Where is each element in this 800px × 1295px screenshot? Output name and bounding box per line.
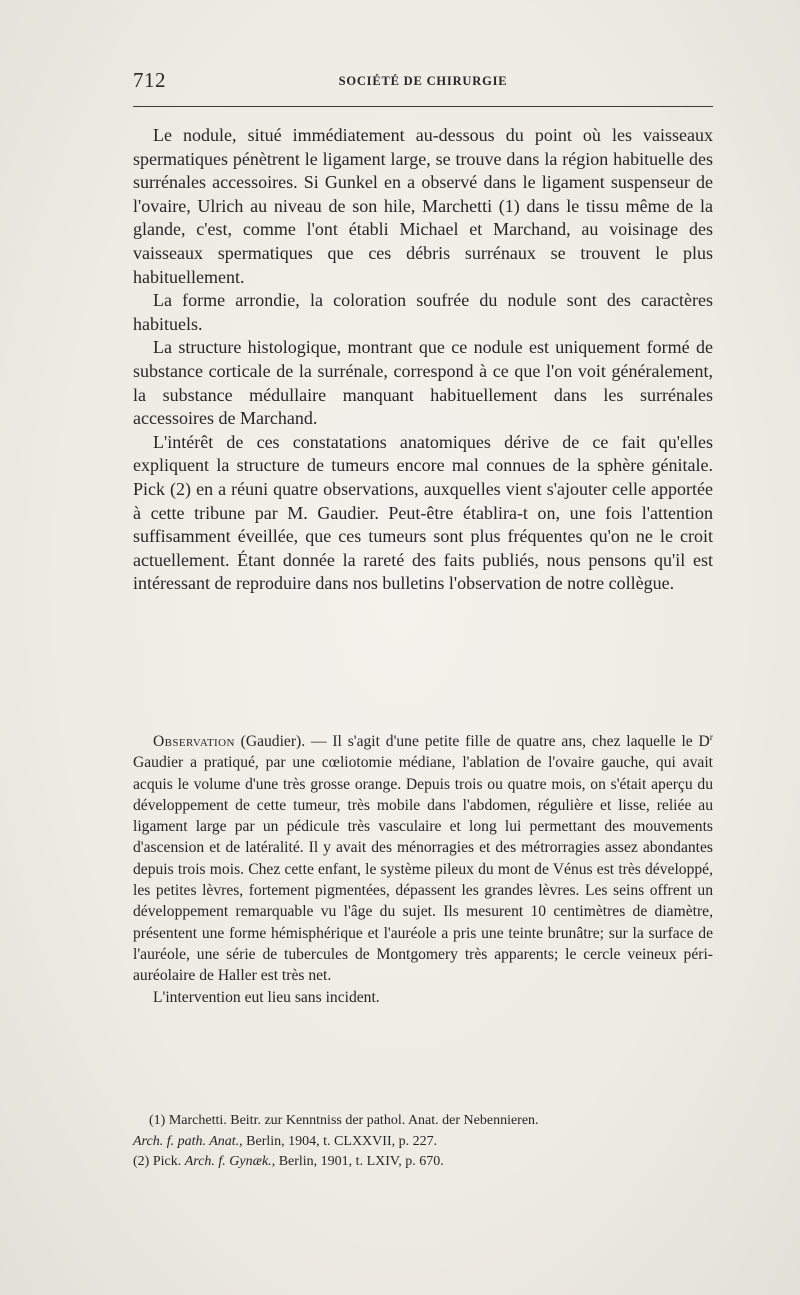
- observation-closing: L'intervention eut lieu sans incident.: [153, 988, 380, 1006]
- footnote-2-prefix: (2) Pick.: [133, 1154, 185, 1169]
- observation-intro: (Gaudier). — Il s'agit d'une petite fille de quatre ans, chez laquelle le D: [234, 733, 710, 750]
- paragraph: L'intérêt de ces constatations anatomiques dérive de ce fait qu'elles expliquent la structure de tumeurs encore mal connues de la sphère génitale. Pick (2) en a réuni quatre observations, auxquelles vient s'ajouter celle apportée à cette tribune par M. Gaudier. Peut-être établira-t on, une fois l'attention suffisamment éveillée, que ces tumeurs sont plus fréquentes qu'on ne le croit actuellement. Étant donnée la rareté des faits publiés, nous pensons qu'il est intéressant de reproduire dans nos bulletins l'observation de notre collègue.: [133, 431, 713, 594]
- main-text: [133, 124, 713, 596]
- paragraph: Le nodule, situé immédiatement au-dessous du point où les vaisseaux spermatiques pénètrent le ligament large, se trouve dans la région habituelle des surrénales accessoires. Si Gunkel en a observé dans le ligament suspenseur de l'ovaire, Ulrich au niveau de son hile, Marchetti (1) dans le tissu même de la glande, c'est, comme l'ont établi Michael et Marchand, au voisinage des vaisseaux spermatiques que ces débris surrénaux se trouvent le plus habituellement.: [133, 125, 713, 287]
- page-number: 712: [133, 68, 166, 92]
- footnotes: [133, 1111, 713, 1173]
- footnote-1: [133, 1111, 713, 1152]
- paragraph: La forme arrondie, la coloration soufrée du nodule sont des caractères habituels.: [133, 290, 713, 334]
- footnote-2-details: , Berlin, 1901, t. LXIV, p. 670.: [271, 1154, 444, 1169]
- footnote-1-journal: Arch. f. path. Anat.: [133, 1133, 240, 1149]
- footnote-1-line1: (1) Marchetti. Beitr. zur Kenntniss der pathol. Anat. der Nebennieren.: [149, 1113, 539, 1128]
- footnote-1-line2: [133, 1132, 713, 1153]
- footnote-2-journal: Arch. f. Gynæk.: [184, 1154, 272, 1169]
- header-rule: [133, 106, 713, 107]
- observation-label: Observation: [153, 733, 235, 750]
- footnote-2: [133, 1152, 713, 1173]
- doctor-abbrev-sup: r: [709, 731, 713, 743]
- observation-body: Gaudier a pratiqué, par une cœliotomie médiane, l'ablation de l'ovaire gauche, qui avait acquis le volume d'une très grosse orange. Depuis trois ou quatre mois, on s'était aperçu du développement de cette tumeur, très mobile dans l'abdomen, régulière et lisse, reliée au ligament large par un pédicule très vasculaire et long lui permettant des mouvements d'ascension et de latéralité. Il y avait des ménorragies et des métrorragies assez abondantes depuis trois mois. Chez cette enfant, le système pileux du mont de Vénus est très développé, les petites lèvres, fortement pigmentées, dépassent les grandes lèvres. Les seins offrent un développement remarquable vu l'âge du sujet. Ils mesurent 10 centimètres de diamètre, présentent une forme hémisphérique et l'auréole a pris une teinte brunâtre; sur la surface de l'auréole, une série de tubercules de Montgomery très apparents; le cercle veineux péri-auréolaire de Haller est très net.: [133, 754, 713, 985]
- footnote-1-details: , Berlin, 1904, t. CLXXVII, p. 227.: [239, 1133, 438, 1149]
- page-header: [133, 66, 713, 102]
- running-title: SOCIÉTÉ DE CHIRURGIE: [338, 74, 508, 88]
- paragraph: La structure histologique, montrant que ce nodule est uniquement formé de substance corticale de la surrénale, correspond à ce que l'on voit généralement, la substance médullaire manquant habituellement dans les surrénales accessoires de Marchand.: [133, 337, 713, 429]
- observation-paragraph: [133, 731, 713, 987]
- observation-section: [133, 731, 713, 1008]
